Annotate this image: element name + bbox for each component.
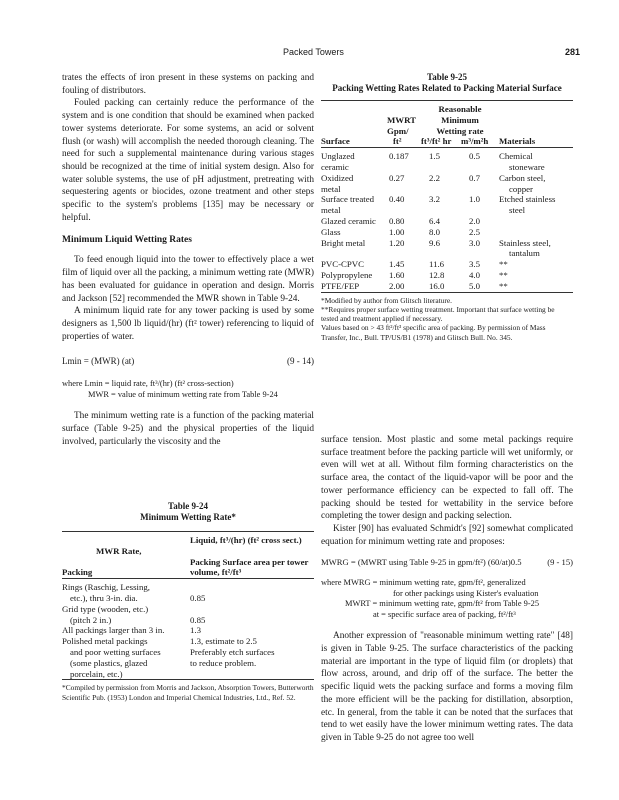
mwr-cell: 0.85 [190, 592, 206, 603]
rate-ft-cell: 6.4 [429, 215, 440, 226]
surface-cell: metal [321, 205, 341, 216]
rate-m-cell: 0.7 [469, 172, 480, 183]
surface-cell: Oxidized [321, 172, 354, 183]
table-title: Packing Wetting Rates Related to Packing Material Surface [332, 83, 562, 93]
table-row [62, 582, 314, 593]
material-cell: ** [499, 280, 508, 291]
surface-cell: metal [321, 183, 341, 194]
column-header: Packing [62, 567, 93, 578]
column-header: MWRT [387, 114, 417, 125]
equation-number: (9 - 14) [287, 356, 314, 367]
column-header: Liquid, ft³/(hr) (ft² cross sect.) [190, 535, 302, 545]
mwr-cell: 0.80 [389, 215, 405, 226]
mwr-cell: 0.27 [389, 172, 405, 183]
section-heading: Minimum Liquid Wetting Rates [62, 235, 192, 246]
column-header: Minimum [441, 114, 479, 125]
table-row [62, 625, 314, 636]
packing-cell: porcelain, etc.) [70, 668, 123, 679]
mwr-cell [190, 582, 314, 593]
rate-m-cell: 3.5 [469, 259, 480, 270]
paragraph: surface tension. Most plastic and some metal packings require surface treatment before the packing particle will wet uniformly, or even will wet at all. Without film forming characteristics on the surface area, the contact of the liquid-vapor will be poor and the tower performance efficiency can be expected to fall off. The packing should be tested for wettability in the service before completing the tower design and packing selection. [321, 435, 573, 522]
where-clause [62, 379, 314, 400]
paragraph: trates the effects of iron present in these systems on packing and fouling of distributors. [62, 73, 314, 96]
column-header: Reasonable [438, 104, 482, 114]
packing-cell: (some plastics, glazed [70, 657, 148, 668]
material-cell: steel [509, 205, 526, 216]
column-header: ft³/ft² hr [421, 136, 452, 147]
material-cell: stoneware [509, 161, 545, 172]
material-cell: Etched stainless [499, 194, 556, 205]
surface-cell: PVC-CPVC [321, 259, 365, 270]
where-line: for other packings using Kister's evaluation [393, 588, 539, 598]
surface-cell: PTFE/FEP [321, 280, 360, 291]
where-line: at = specific surface area of packing, ft²/ft³ [373, 609, 516, 619]
mwr-cell: 0.187 [389, 151, 409, 162]
mwr-cell: 1.3, estimate to 2.5 [190, 636, 257, 647]
paragraph: Kister [90] has evaluated Schmidt's [92] somewhat complicated equation for minimum wetting rate and proposes: [321, 523, 573, 547]
rate-ft-cell: 16.0 [429, 280, 445, 291]
surface-cell: Surface treated [321, 194, 374, 205]
rate-m-cell: 5.0 [469, 280, 480, 291]
table-row-continuation [321, 205, 573, 216]
where-line: MWRT = minimum wetting rate, gpm/ft² from Table 9-25 [345, 599, 540, 609]
table-body [321, 104, 573, 296]
table-number: Table 9-24 [168, 501, 208, 511]
surface-cell: ceramic [321, 161, 349, 172]
packing-cell: All packings larger than 3 in. [62, 625, 165, 636]
rate-ft-cell: 12.8 [429, 269, 445, 280]
mwr-cell: 1.45 [389, 259, 405, 270]
paragraph: Another expression of "reasonable minimum wetting rate" [48] is given in Table 9-25. The surface characteristics of the packing material are important in the type of liquid film (or droplets) that flow across, around, and drip off of the surface. The better the specific liquid wets the packing surface and forms a moving film the more efficient will be the packing for distillation, absorption, etc. In general, from the table it can be noted that the surfaces that tend to wet easily have the lower minimum wetting rates. The data given in Table 9-25 do not agree too well [321, 631, 573, 743]
where-clause [321, 578, 573, 620]
rate-ft-cell: 3.2 [429, 194, 440, 205]
table-row [62, 615, 314, 626]
material-cell [499, 227, 573, 238]
where-line: MWR = value of minimum wetting rate from Table 9-24 [88, 389, 278, 399]
table-row [321, 194, 573, 205]
mwr-cell: 1.20 [389, 237, 405, 248]
table-row-continuation [321, 248, 573, 259]
column-header: Wetting rate [436, 125, 484, 136]
equation-9-15 [321, 557, 573, 569]
material-cell [499, 216, 573, 227]
column-header: Materials [499, 136, 536, 147]
mwr-cell [190, 604, 314, 615]
table-row [62, 593, 314, 604]
material-cell: tantalum [509, 248, 540, 259]
table-row-continuation [321, 162, 573, 173]
surface-cell: Polypropylene [321, 269, 373, 280]
rate-ft-cell: 2.2 [429, 172, 440, 183]
equation-text: Lmin = (MWR) (at) [62, 356, 135, 367]
material-cell: Stainless steel, [499, 237, 551, 248]
paragraph: A minimum liquid rate for any tower packing is used by some designers as 1,500 lb liquid/(hr) (ft² tower) referencing to liquid of properties of water. [62, 306, 314, 342]
mwr-cell: 0.40 [389, 194, 405, 205]
left-column [62, 72, 314, 448]
footnote: Values based on > 43 ft²/ft³ specific area of packing. By permission of Mass Transfer, Inc., Bull. TP/US/B1 (1978) and Glitsch Bull. No. 345. [321, 323, 546, 342]
right-column [321, 434, 573, 745]
table-footnote: *Compiled by permission from Morris and Jackson, Absorption Towers, Butterworth Scientific Pub. (1953) London and Imperial Chemical Industries, Ltd., Ref. 52. [62, 683, 314, 702]
paragraph: Fouled packing can certainly reduce the performance of the system and is one condition that should be examined when packed tower systems deteriorate. For some systems, an acid or solvent flush (or wash) will accomplish the needed thorough cleaning. The need for such a supplemental maintenance during various stages should be recognized at the time of initial system design. Also for water soluble systems, the use of pH adjustment, pretreating with sequestering agents or biocides, ozone treatment and other steps specific to the system's problems [135] may be necessary or helpful. [62, 98, 314, 223]
paragraph: To feed enough liquid into the tower to effectively place a wet film of liquid over all the packing, a minimum wetting rate (MWR) has been evaluated for guidance in operation and design. Morris and Jackson [52] recommended the MWR shown in Table 9-24. [62, 255, 314, 304]
table-row [321, 227, 573, 238]
rate-m-cell: 2.5 [469, 226, 480, 237]
table-title: Minimum Wetting Rate* [140, 512, 236, 522]
table-9-25 [321, 72, 573, 342]
table-number: Table 9-25 [427, 72, 467, 82]
column-header: Surface [321, 136, 350, 147]
mwr-cell: 1.60 [389, 269, 405, 280]
rate-ft-cell: 11.6 [429, 259, 445, 270]
rate-m-cell: 4.0 [469, 269, 480, 280]
packing-cell: Polished metal packings [62, 636, 148, 647]
packing-cell: etc.), thru 3-in. dia. [70, 592, 138, 603]
table-row-continuation [321, 184, 573, 195]
material-cell: Chemical [499, 151, 533, 162]
rate-ft-cell: 1.5 [429, 151, 440, 162]
column-header: ft² [393, 136, 402, 147]
mwr-cell [190, 669, 314, 680]
surface-cell: Glazed ceramic [321, 215, 376, 226]
table-9-24 [62, 501, 314, 702]
table-row [62, 636, 314, 647]
table-footnotes [321, 296, 573, 342]
table-row [62, 658, 314, 669]
table-row [321, 270, 573, 281]
table-row [62, 604, 314, 615]
packing-cell: Rings (Raschig, Lessing, [62, 582, 150, 593]
table-row [321, 216, 573, 227]
running-header: Packed Towers [283, 47, 344, 57]
packing-cell: (pitch 2 in.) [70, 614, 112, 625]
where-line: where MWRG = minimum wetting rate, gpm/ft², generalized [321, 578, 526, 588]
equation-9-14 [62, 356, 314, 368]
rate-m-cell: 0.5 [469, 151, 480, 162]
table-row [321, 151, 573, 162]
material-cell: copper [509, 183, 533, 194]
rate-m-cell: 2.0 [469, 215, 480, 226]
rate-m-cell: 3.0 [469, 237, 480, 248]
mwr-cell: to reduce problem. [190, 657, 257, 668]
page-number: 281 [565, 47, 581, 57]
paragraph: The minimum wetting rate is a function of the packing material surface (Table 9-25) and the physical properties of the liquid involved, particularly the viscosity and the [62, 411, 314, 447]
surface-cell: Unglazed [321, 151, 355, 162]
where-line: where Lmin = liquid rate, ft³/(hr) (ft² cross-section) [62, 379, 234, 389]
surface-cell: Glass [321, 226, 341, 237]
material-cell: Carbon steel, [499, 172, 546, 183]
surface-cell: Bright metal [321, 237, 366, 248]
table-row [321, 281, 573, 292]
table-row [321, 238, 573, 249]
rate-ft-cell: 9.6 [429, 237, 440, 248]
table-row [62, 669, 314, 680]
mwr-cell: 0.85 [190, 614, 206, 625]
mwr-cell: Preferably etch surfaces [190, 646, 275, 657]
column-header: m³/m²h [461, 136, 489, 147]
packing-cell: Grid type (wooden, etc.) [62, 603, 149, 614]
table-body [62, 535, 314, 682]
material-cell: ** [499, 259, 508, 270]
table-row [321, 173, 573, 184]
column-header: MWR Rate, [96, 545, 142, 556]
table-row [62, 647, 314, 658]
equation-text: MWRG = (MWRT using Table 9-25 in gpm/ft²) (60/at)0.5 [321, 557, 522, 568]
equation-number: (9 - 15) [547, 557, 573, 568]
table-row [321, 259, 573, 270]
footnote: **Requires proper surface wetting treatment. Important that surface wetting be tested and treatment applied if necessary. [321, 304, 555, 324]
mwr-cell: 1.00 [389, 226, 405, 237]
surface-cell [321, 248, 387, 259]
material-cell: ** [499, 269, 508, 280]
footnote: *Modified by author from Glitsch literature. [321, 295, 452, 305]
column-header: Packing Surface area per tower volume, ft²/ft³ [190, 556, 309, 578]
mwr-cell: 1.3 [190, 625, 201, 636]
mwr-cell: 2.00 [389, 280, 405, 291]
packing-cell: and poor wetting surfaces [70, 646, 161, 657]
rate-ft-cell: 8.0 [429, 226, 440, 237]
rate-m-cell: 1.0 [469, 194, 480, 205]
column-header: Gpm/ [387, 125, 409, 136]
